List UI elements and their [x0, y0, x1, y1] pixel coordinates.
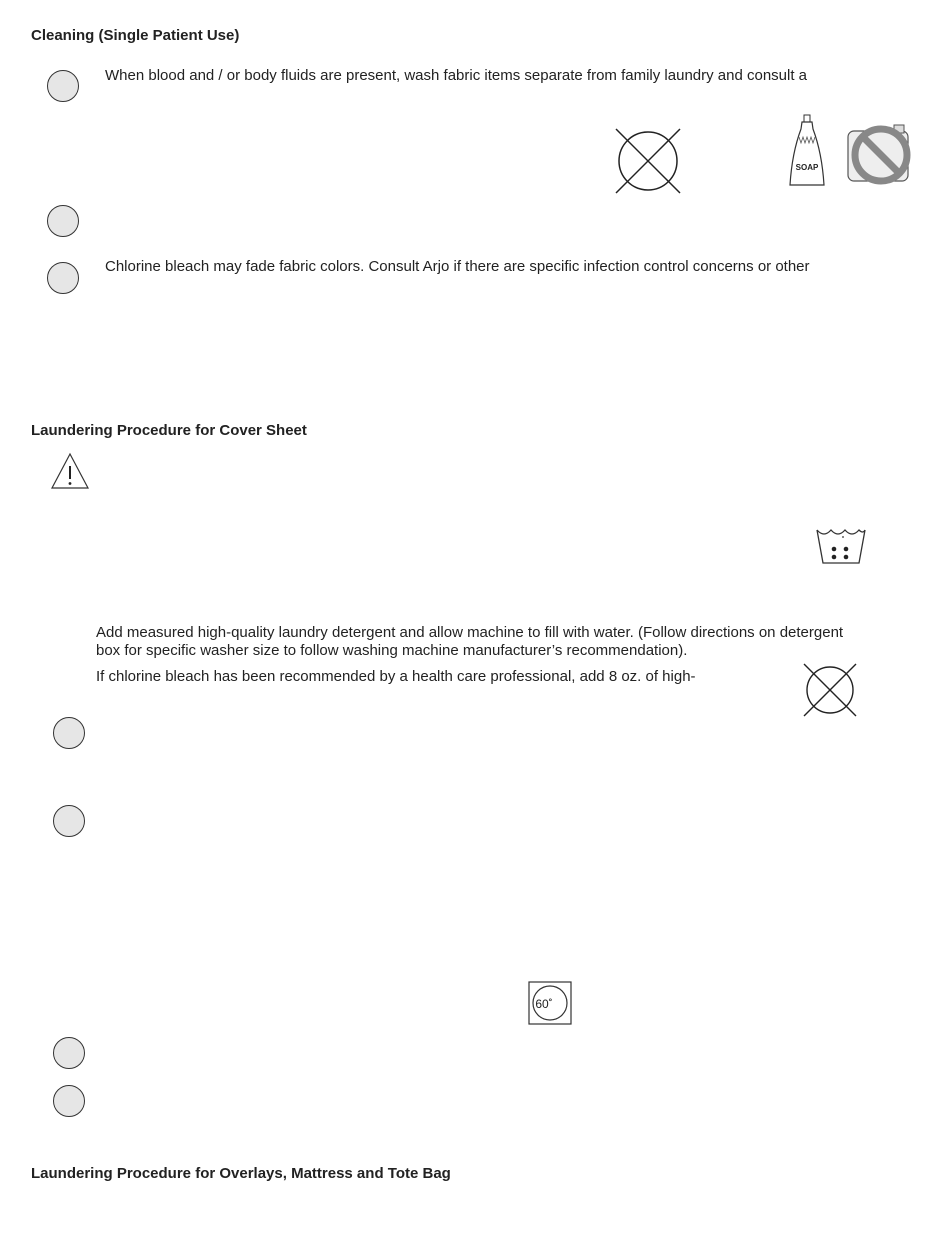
cleaning-step3-text: Chlorine bleach may fade fabric colors. Consult Arjo if there are specific infection control concerns or other: [105, 258, 810, 275]
cleaning-heading: Cleaning (Single Patient Use): [31, 27, 240, 44]
step-circle-icon: [53, 717, 85, 749]
detergent-line2: box for specific washer size to follow washing machine manufacturer’s recommendation).: [96, 642, 688, 659]
step-circle-icon: [53, 805, 85, 837]
bleach-text: If chlorine bleach has been recommended by a health care professional, add 8 oz. of high-: [96, 668, 696, 685]
warning-triangle-icon: [50, 452, 90, 490]
step-circle-icon: [53, 1085, 85, 1117]
step-circle-icon: [47, 205, 79, 237]
soap-label: SOAP: [795, 163, 819, 172]
tumble-dry-icon: [528, 981, 572, 1025]
overlays-heading: Laundering Procedure for Overlays, Mattress and Tote Bag: [31, 1165, 451, 1182]
do-not-bleach-icon: [802, 662, 858, 718]
do-not-bleach-icon: [612, 126, 684, 196]
step-circle-icon: [47, 262, 79, 294]
cleaning-step1-text: When blood and / or body fluids are present, wash fabric items separate from family laundry and consult a: [105, 67, 808, 84]
detergent-line1: Add measured high-quality laundry detergent and allow machine to fill with water. (Follow directions on detergent: [96, 624, 844, 641]
cover-sheet-heading: Laundering Procedure for Cover Sheet: [31, 422, 307, 439]
tumble-dry-temp: 60˚: [535, 997, 553, 1011]
wash-tub-icon: [815, 526, 867, 566]
step-circle-icon: [53, 1037, 85, 1069]
soap-bottle-icon: [786, 113, 828, 189]
no-fabric-softener-icon: [844, 121, 916, 187]
step-circle-icon: [47, 70, 79, 102]
